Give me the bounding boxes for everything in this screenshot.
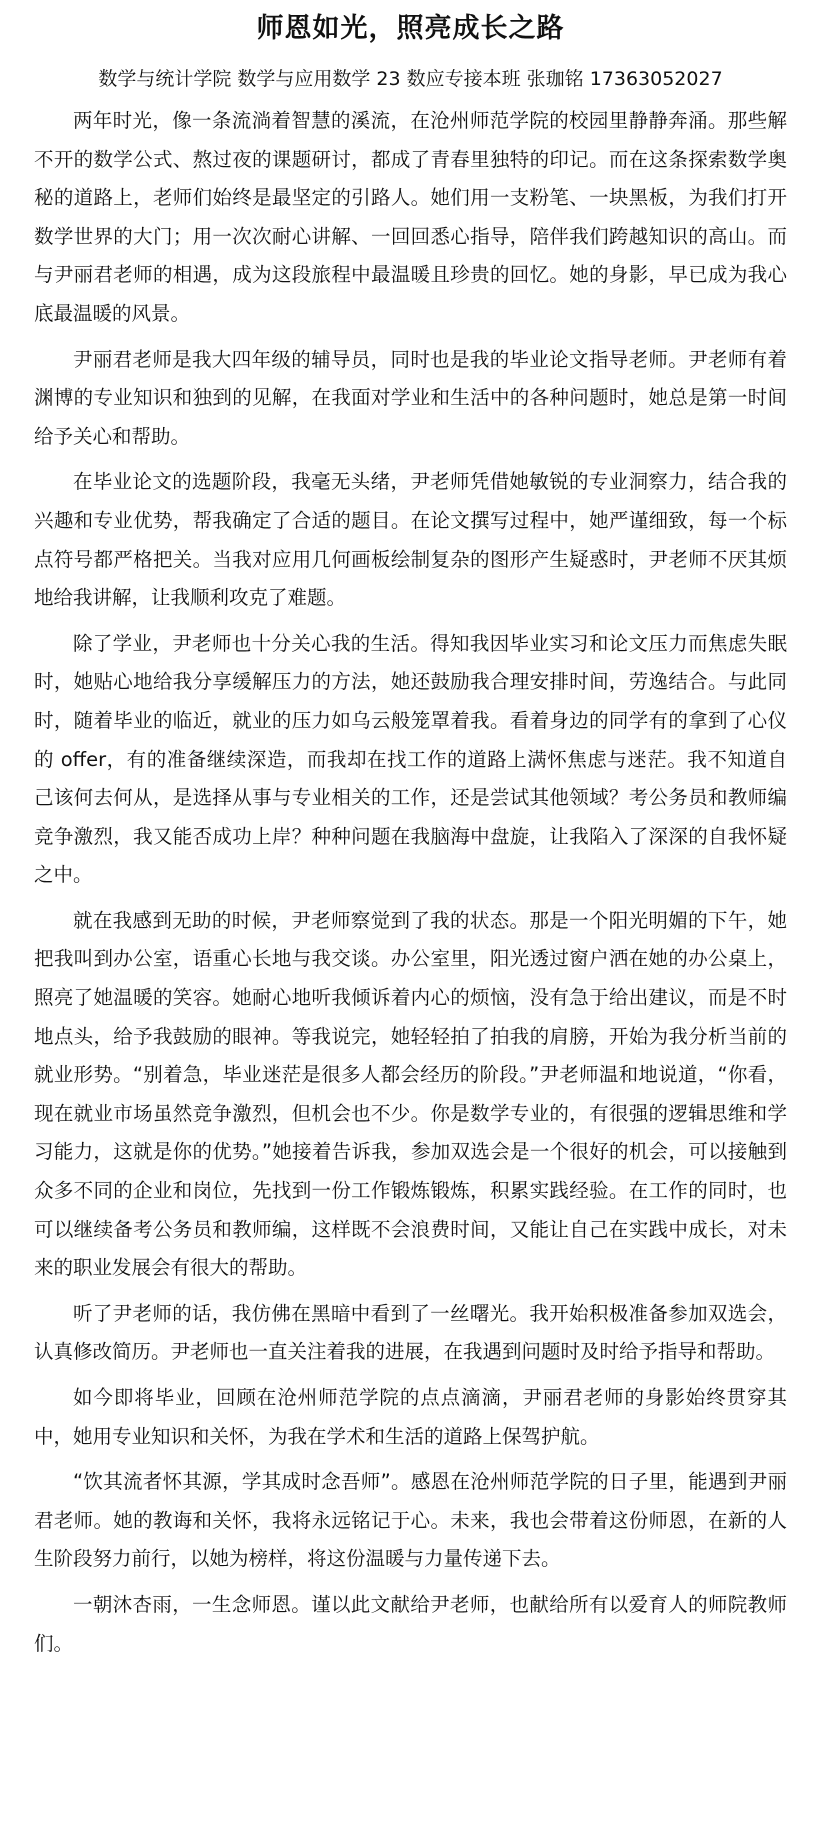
paragraph: 两年时光，像一条流淌着智慧的溪流，在沧州师范学院的校园里静静奔涌。那些解不开的数学公式、熬过夜的课题研讨，都成了青春里独特的印记。而在这条探索数学奥秘的道路上，老师们始终是最坚定的引路人。她们用一支粉笔、一块黑板，为我们打开数学世界的大门；用一次次耐心讲解、一回回悉心指导，陪伴我们跨越知识的高山。而与尹丽君老师的相遇，成为这段旅程中最温暖且珍贵的回忆。她的身影，早已成为我心底最温暖的风景。 bbox=[34, 109, 787, 325]
paragraph: 在毕业论文的选题阶段，我毫无头绪，尹老师凭借她敏锐的专业洞察力，结合我的兴趣和专业优势，帮我确定了合适的题目。在论文撰写过程中，她严谨细致，每一个标点符号都严格把关。当我对应用几何画板绘制复杂的图形产生疑惑时，尹老师不厌其烦地给我讲解，让我顺利攻克了难题。 bbox=[34, 470, 787, 610]
author-byline: 数学与统计学院 数学与应用数学 23 数应专接本班 张珈铭 17363052027 bbox=[98, 68, 723, 90]
paragraph: 如今即将毕业，回顾在沧州师范学院的点点滴滴，尹丽君老师的身影始终贯穿其中，她用专业知识和关怀，为我在学术和生活的道路上保驾护航。 bbox=[34, 1386, 787, 1448]
paragraph: 就在我感到无助的时候，尹老师察觉到了我的状态。那是一个阳光明媚的下午，她把我叫到办公室，语重心长地与我交谈。办公室里，阳光透过窗户洒在她的办公桌上，照亮了她温暖的笑容。她耐心地听我倾诉着内心的烦恼，没有急于给出建议，而是不时地点头，给予我鼓励的眼神。等我说完，她轻轻拍了拍我的肩膀，开始为我分析当前的就业形势。“别着急，毕业迷茫是很多人都会经历的阶段。”尹老师温和地说道，“你看，现在就业市场虽然竞争激烈，但机会也不少。你是数学专业的，有很强的逻辑思维和学习能力，这就是你的优势。”她接着告诉我，参加双选会是一个很好的机会，可以接触到众多不同的企业和岗位，先找到一份工作锻炼锻炼，积累实践经验。在工作的同时，也可以继续备考公务员和教师编，这样既不会浪费时间，又能让自己在实践中成长，对未来的职业发展会有很大的帮助。 bbox=[34, 908, 787, 1280]
paragraph: 听了尹老师的话，我仿佛在黑暗中看到了一丝曙光。我开始积极准备参加双选会，认真修改简历。尹老师也一直关注着我的进展，在我遇到问题时及时给予指导和帮助。 bbox=[34, 1301, 787, 1364]
article-title: 师恩如光，照亮成长之路 bbox=[256, 13, 565, 44]
paragraph: 尹丽君老师是我大四年级的辅导员，同时也是我的毕业论文指导老师。尹老师有着渊博的专业知识和独到的见解，在我面对学业和生活中的各种问题时，她总是第一时间给予关心和帮助。 bbox=[34, 347, 787, 448]
paragraph: 除了学业，尹老师也十分关心我的生活。得知我因毕业实习和论文压力而焦虑失眠时，她贴心地给我分享缓解压力的方法，她还鼓励我合理安排时间，劳逸结合。与此同时，随着毕业的临近，就业的压力如乌云般笼罩着我。看着身边的同学有的拿到了心仪的 offer，有的准备继续深造，而我却在找工作的道路上满怀焦虑与迷茫。我不知道自己该何去何从，是选择从事与专业相关的工作，还是尝试其他领域？考公务员和教师编竞争激烈，我又能否成功上岸？种种问题在我脑海中盘旋，让我陷入了深深的自我怀疑之中。 bbox=[34, 631, 787, 887]
paragraph: 一朝沐杏雨，一生念师恩。谨以此文献给尹老师，也献给所有以爱育人的师院教师们。 bbox=[34, 1592, 787, 1655]
paragraph: “饮其流者怀其源，学其成时念吾师”。感恩在沧州师范学院的日子里，能遇到尹丽君老师。她的教诲和关怀，我将永远铭记于心。未来，我也会带着这份师恩，在新的人生阶段努力前行，以她为榜样，将这份温暖与力量传递下去。 bbox=[34, 1470, 787, 1571]
